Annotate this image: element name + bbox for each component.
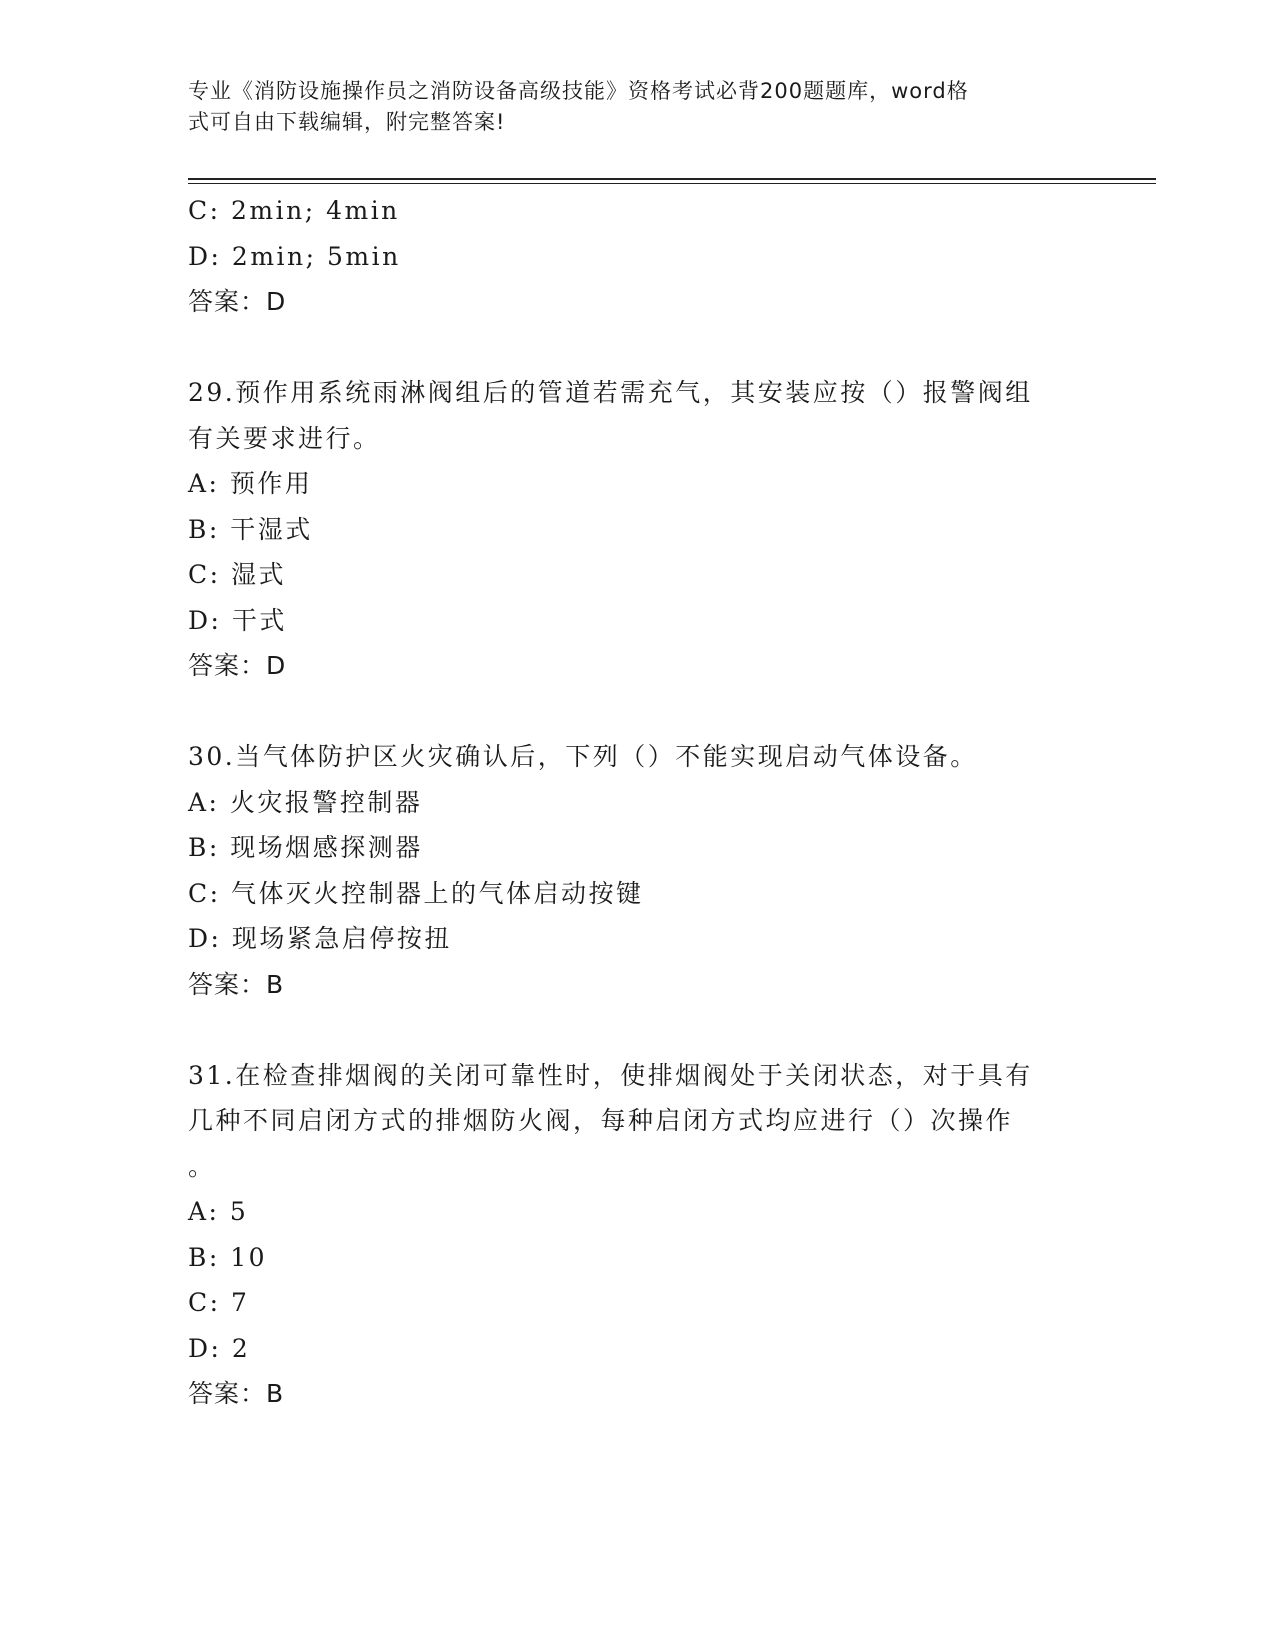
question-list (188, 188, 1088, 1417)
answer-line: 答案：B (188, 969, 285, 999)
question-block-29 (188, 370, 1088, 689)
header-divider-thick (188, 178, 1156, 180)
question-text: 29.预作用系统雨淋阀组后的管道若需充气，其安装应按（）报警阀组 (188, 378, 1033, 407)
question-block-30 (188, 734, 1088, 1007)
option-a: A: 预作用 (188, 469, 313, 498)
option-b: B: 10 (188, 1242, 268, 1272)
header-divider-thin (188, 183, 1156, 184)
header-line-1: 专业《消防设施操作员之消防设备高级技能》资格考试必背200题题库，word格 (188, 79, 969, 103)
option-c: C: 7 (188, 1288, 250, 1317)
option-d: D: 2 (188, 1333, 251, 1363)
document-header (188, 76, 1068, 138)
question-text: 有关要求进行。 (188, 423, 381, 453)
option-a: A: 火灾报警控制器 (188, 787, 423, 817)
spacer (188, 1007, 1088, 1053)
option-b: B: 干湿式 (188, 514, 313, 544)
answer-line: 答案：D (188, 651, 287, 680)
header-line-2: 式可自由下载编辑，附完整答案! (188, 110, 506, 134)
option-d: D: 干式 (188, 605, 287, 635)
question-text: 31.在检查排烟阀的关闭可靠性时，使排烟阀处于关闭状态，对于具有 (188, 1060, 1033, 1090)
option-d: D: 现场紧急启停按扭 (188, 924, 452, 953)
option-c: C: 湿式 (188, 560, 286, 589)
question-block-31 (188, 1053, 1088, 1417)
option-c: C: 气体灭火控制器上的气体启动按键 (188, 878, 644, 908)
option-a: A: 5 (188, 1197, 249, 1226)
spacer (188, 325, 1088, 371)
option-d: D: 2min; 5min (188, 241, 401, 271)
option-b: B: 现场烟感探测器 (188, 833, 423, 862)
option-c: C: 2min; 4min (188, 196, 400, 225)
question-block-28 (188, 188, 1088, 325)
spacer (188, 689, 1088, 735)
question-text: 。 (188, 1151, 216, 1181)
answer-line: 答案：B (188, 1379, 285, 1408)
question-text: 30.当气体防护区火灾确认后，下列（）不能实现启动气体设备。 (188, 742, 978, 771)
question-text: 几种不同启闭方式的排烟防火阀，每种启闭方式均应进行（）次操作 (188, 1106, 1014, 1135)
answer-line: 答案：D (188, 287, 287, 316)
